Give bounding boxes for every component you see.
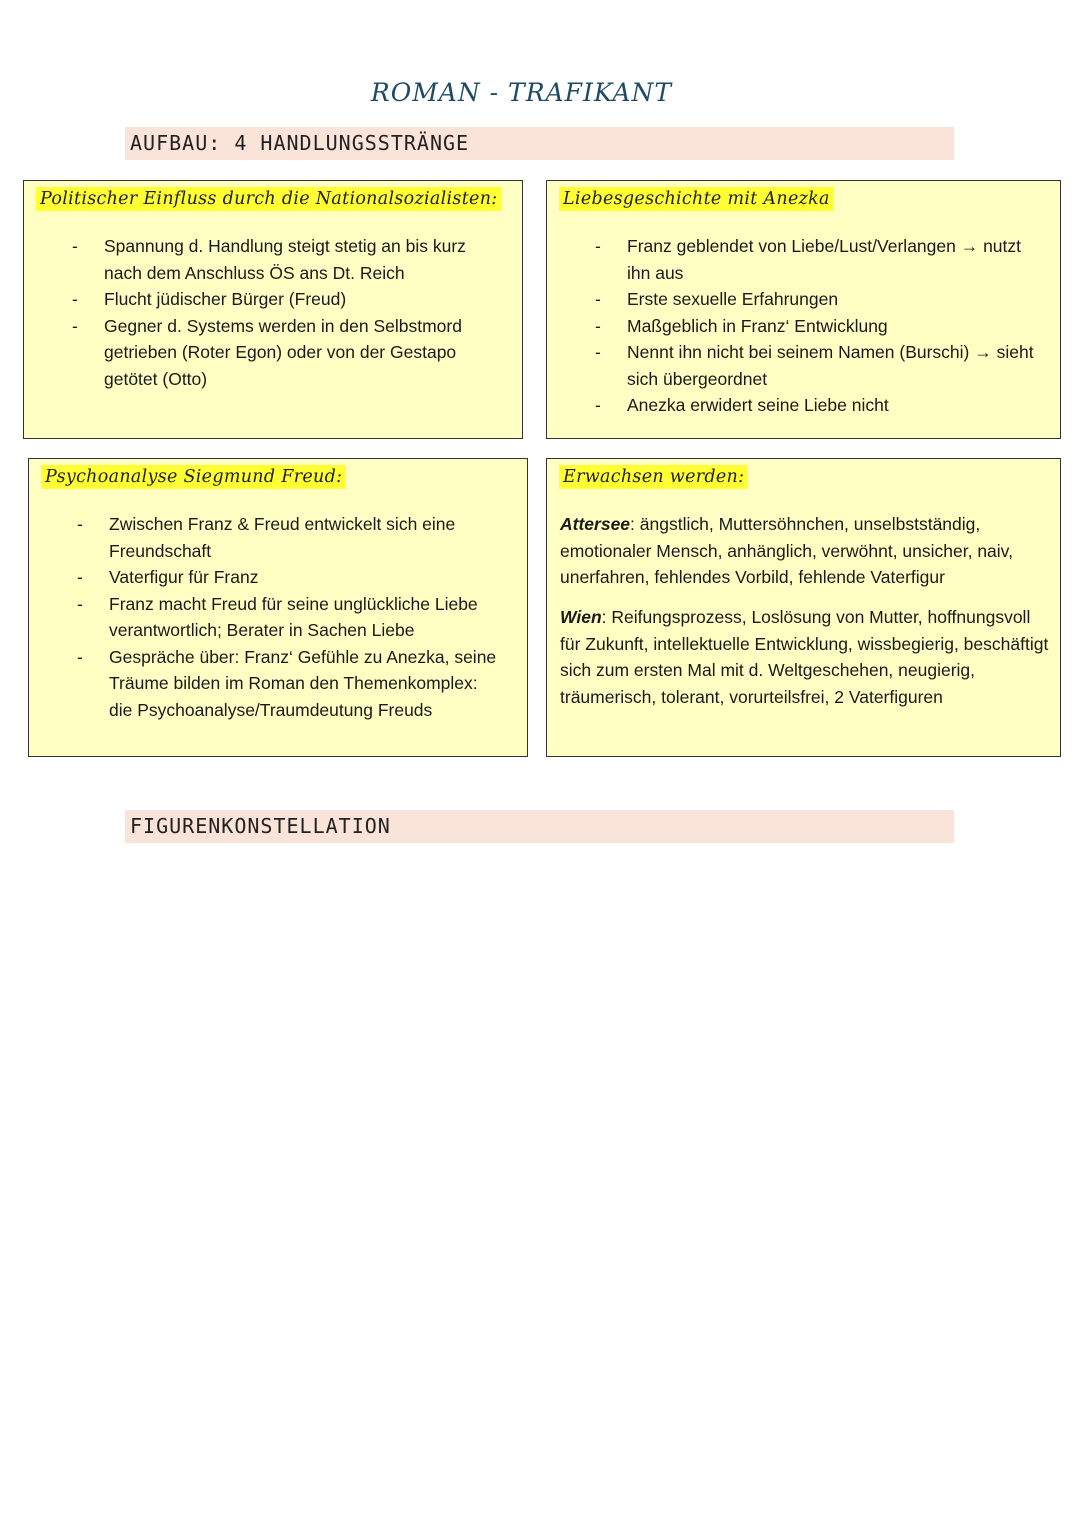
list-item: - Flucht jüdischer Bürger (Freud) bbox=[44, 286, 494, 313]
box-erwachsen-heading: Erwachsen werden: bbox=[559, 465, 748, 489]
list-item: - Maßgeblich in Franz‘ Entwicklung bbox=[567, 313, 1047, 340]
box-politik-list bbox=[44, 233, 494, 392]
paragraph-attersee bbox=[560, 511, 1050, 591]
box-freud bbox=[28, 458, 528, 757]
list-item: - Vaterfigur für Franz bbox=[49, 564, 504, 591]
box-liebe-heading: Liebesgeschichte mit Anezka bbox=[559, 187, 834, 211]
list-item: - Franz geblendet von Liebe/Lust/Verlangen → nutzt ihn aus bbox=[567, 233, 1047, 286]
list-item: - Anezka erwidert seine Liebe nicht bbox=[567, 392, 1047, 419]
box-politik-heading: Politischer Einfluss durch die Nationalsozialisten: bbox=[36, 187, 501, 211]
label-attersee: Attersee bbox=[560, 514, 631, 534]
box-politik bbox=[23, 180, 523, 439]
text-wien: : Reifungsprozess, Loslösung von Mutter, hoffnungsvoll für Zukunft, intellektuelle Entwicklung, wissbegierig, beschäftigt sich zum ersten Mal mit d. Weltgeschehen, neugierig, träumerisch, tolerant, vorurteilsfrei, 2 Vaterfiguren bbox=[560, 607, 1049, 707]
list-item: - Erste sexuelle Erfahrungen bbox=[567, 286, 1047, 313]
section-heading-aufbau: AUFBAU: 4 HANDLUNGSSTRÄNGE bbox=[130, 131, 470, 155]
list-item: - Spannung d. Handlung steigt stetig an bis kurz nach dem Anschluss ÖS ans Dt. Reich bbox=[44, 233, 494, 286]
page-title: ROMAN - TRAFIKANT bbox=[370, 78, 673, 107]
box-freud-heading: Psychoanalyse Siegmund Freud: bbox=[41, 465, 346, 489]
list-item: - Gegner d. Systems werden in den Selbstmord getrieben (Roter Egon) oder von der Gestapo getötet (Otto) bbox=[44, 313, 494, 393]
list-item: - Franz macht Freud für seine unglückliche Liebe verantwortlich; Berater in Sachen Liebe bbox=[49, 591, 504, 644]
box-liebe bbox=[546, 180, 1061, 439]
box-erwachsen bbox=[546, 458, 1061, 757]
text-attersee: : ängstlich, Muttersöhnchen, unselbstständig, emotionaler Mensch, anhänglich, verwöhnt, unsicher, naiv, unerfahren, fehlendes Vorbild, fehlende Vaterfigur bbox=[560, 514, 1013, 587]
box-freud-list bbox=[49, 511, 504, 723]
list-item: - Nennt ihn nicht bei seinem Namen (Burschi) → sieht sich übergeordnet bbox=[567, 339, 1047, 392]
label-wien: Wien bbox=[560, 607, 602, 627]
section-heading-figuren: FIGURENKONSTELLATION bbox=[130, 814, 391, 838]
section-bar-figuren bbox=[125, 810, 954, 843]
section-bar-aufbau bbox=[125, 127, 954, 160]
list-item: - Zwischen Franz & Freud entwickelt sich eine Freundschaft bbox=[49, 511, 504, 564]
paragraph-wien bbox=[560, 604, 1055, 710]
list-item: - Gespräche über: Franz‘ Gefühle zu Anezka, seine Träume bilden im Roman den Themenkomplex: die Psychoanalyse/Traumdeutung Freuds bbox=[49, 644, 504, 724]
box-liebe-list bbox=[567, 233, 1047, 419]
